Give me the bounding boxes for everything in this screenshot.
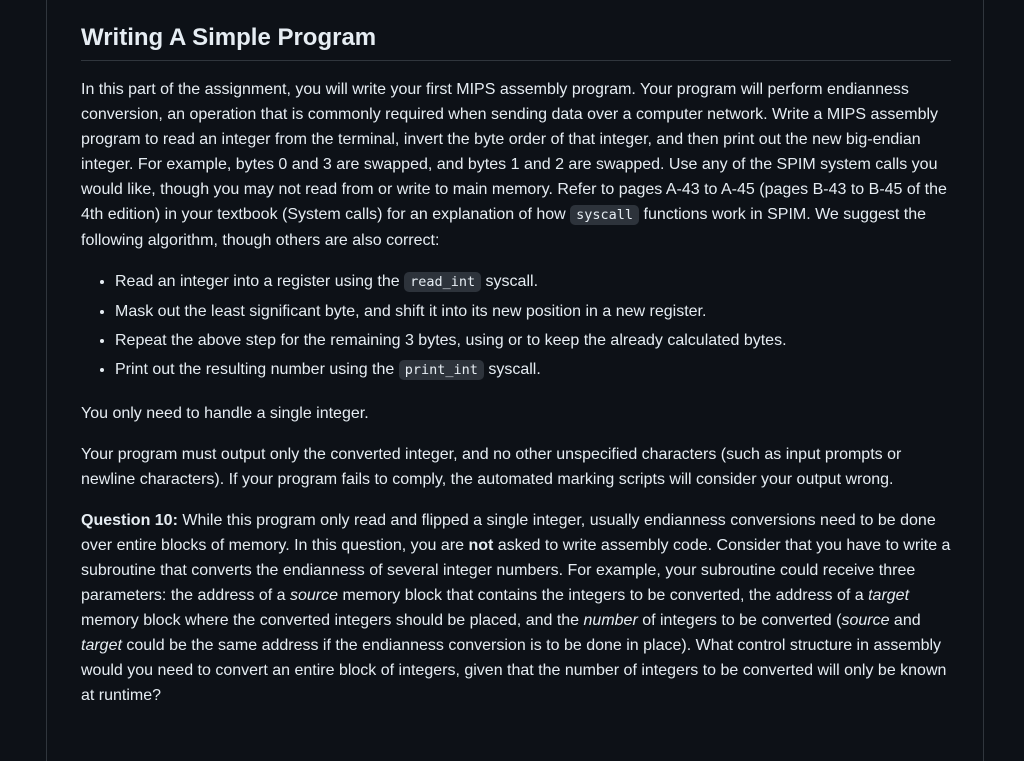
question-text: While this program only read and flipped a single integer, usually endianness conversions need to be done over entire blocks of memory. In this question, you are — [81, 512, 936, 554]
output-requirement-paragraph: Your program must output only the converted integer, and no other unspecified characters (such as input prompts or newline characters). If your program fails to comply, the automated marking scripts will consider your output wrong. — [81, 446, 902, 488]
emphasis-source: source — [290, 587, 339, 604]
step-text: Print out the resulting number using the — [115, 361, 399, 378]
question-text: memory block where the converted integers should be placed, and the — [81, 612, 584, 629]
intro-paragraph — [81, 77, 951, 253]
step-text-end: syscall. — [483, 361, 541, 378]
step-text-end: syscall. — [481, 273, 539, 290]
step-text: Read an integer into a register using the — [115, 273, 405, 290]
step-text: Mask out the least significant byte, and shift it into its new position in a new register. — [115, 303, 707, 320]
intro-text-end: functions work in SPIM. We suggest the following algorithm, though others are also correct: — [81, 206, 926, 249]
question-text: of integers to be converted ( — [637, 612, 842, 629]
step-text: Repeat the above step for the remaining 3 bytes, using or to keep the already calculated bytes. — [115, 332, 787, 349]
list-item — [115, 355, 951, 385]
emphasis-target: target — [81, 637, 122, 654]
question-text: asked to write assembly code. Consider that you have to write a subroutine that converts the endianness of several integer numbers. For example, your subroutine could receive three parameters: the address of a — [81, 537, 951, 604]
markdown-body — [81, 20, 951, 708]
question-paragraph — [81, 508, 951, 708]
emphasis-not: not — [468, 537, 494, 554]
question-text: memory block that contains the integers to be converted, the address of a — [338, 587, 869, 604]
question-text: and — [889, 612, 921, 629]
single-integer-note: You only need to handle a single integer. — [81, 405, 369, 422]
emphasis-source: source — [841, 612, 890, 629]
print-int-code: print_int — [399, 360, 484, 380]
list-item — [115, 326, 951, 355]
syscall-code: syscall — [570, 205, 639, 225]
document-panel — [46, 0, 984, 761]
intro-text: In this part of the assignment, you will write your first MIPS assembly program. Your program will perform endianness conversion, an operation that is commonly required when sending data over a computer network. Write a MIPS assembly program to read an integer from the terminal, invert the byte order of that integer, and then print out the new big-endian integer. For example, bytes 0 and 3 are swapped, and bytes 1 and 2 are swapped. Use any of the SPIM system calls you would like, though you may not read from or write to main memory. Refer to pages A-43 to A-45 (pages B-43 to B-45 of the 4th edition) in your textbook (System calls) for an explanation of how — [81, 81, 947, 223]
question-text: could be the same address if the endianness conversion is to be done in place). What control structure in assembly would you need to convert an entire block of integers, given that the number of integers to be converted will only be known at runtime? — [81, 637, 947, 704]
emphasis-target: target — [868, 587, 910, 604]
emphasis-number: number — [583, 612, 638, 629]
list-item — [115, 297, 951, 326]
section-heading: Writing A Simple Program — [81, 20, 951, 61]
list-item — [115, 267, 951, 297]
algorithm-list — [81, 267, 951, 385]
read-int-code: read_int — [404, 272, 481, 292]
question-label: Question 10: — [81, 512, 178, 529]
